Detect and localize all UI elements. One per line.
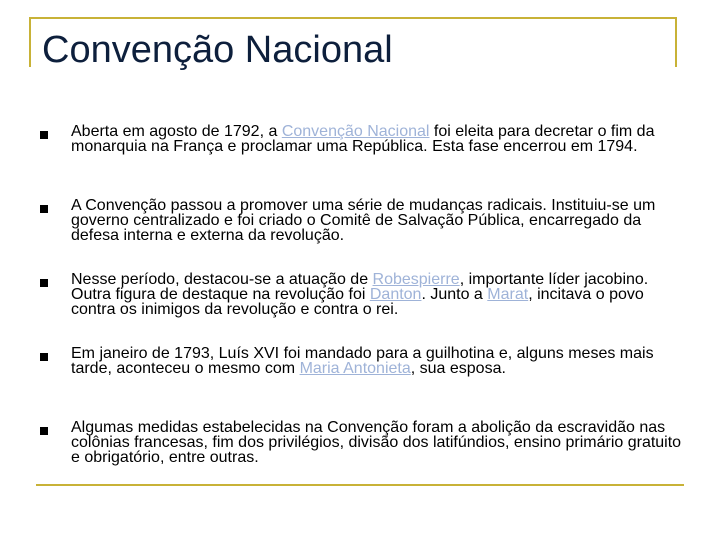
text-run: Nesse período, destacou-se a atuação de — [71, 271, 373, 288]
inline-link[interactable]: Convenção Nacional — [281, 123, 430, 140]
square-bullet-icon — [40, 279, 48, 287]
square-bullet-icon — [40, 353, 48, 361]
page-title: Convenção Nacional — [42, 29, 393, 71]
text-run: Aberta em agosto de 1792, a — [71, 123, 282, 140]
text-run: , importante líder jacobino. Outra figura de destaque na revolução foi — [71, 271, 649, 303]
square-bullet-icon — [40, 427, 48, 435]
square-bullet-icon — [40, 205, 48, 213]
bottom-rule — [36, 484, 684, 486]
square-bullet-icon — [40, 131, 48, 139]
bullet-text — [71, 420, 683, 465]
inline-link[interactable]: Maria Antonieta — [299, 360, 411, 377]
bullet-text — [71, 124, 683, 154]
bullet-text — [71, 198, 683, 243]
bullet-text — [71, 346, 683, 376]
text-run: foi eleita para decretar o fim da monarquia na França e proclamar uma República. Esta fase encerrou em 1794. — [71, 123, 655, 155]
bullet-text — [71, 272, 683, 317]
inline-link[interactable]: Marat — [487, 286, 529, 303]
text-run: , sua esposa. — [410, 360, 506, 377]
text-run: Algumas medidas estabelecidas na Convenção foram a abolição da escravidão nas colônias francesas, fim dos privilégios, divisão dos latifúndios, ensino primário gratuito e obrigatório, entre outras. — [71, 419, 682, 466]
inline-link[interactable]: Danton — [369, 286, 422, 303]
text-run: . Junto a — [421, 286, 488, 303]
text-run: Em janeiro de 1793, Luís XVI foi mandado para a guilhotina e, alguns meses mais tarde, aconteceu o mesmo com — [71, 345, 654, 377]
text-run: , incitava o povo contra os inimigos da revolução e contra o rei. — [71, 286, 644, 318]
inline-link[interactable]: Robespierre — [372, 271, 460, 288]
text-run: A Convenção passou a promover uma série de mudanças radicais. Instituiu-se um governo centralizado e foi criado o Comitê de Salvação Pública, encarregado da defesa interna e externa da revolução. — [71, 197, 656, 244]
